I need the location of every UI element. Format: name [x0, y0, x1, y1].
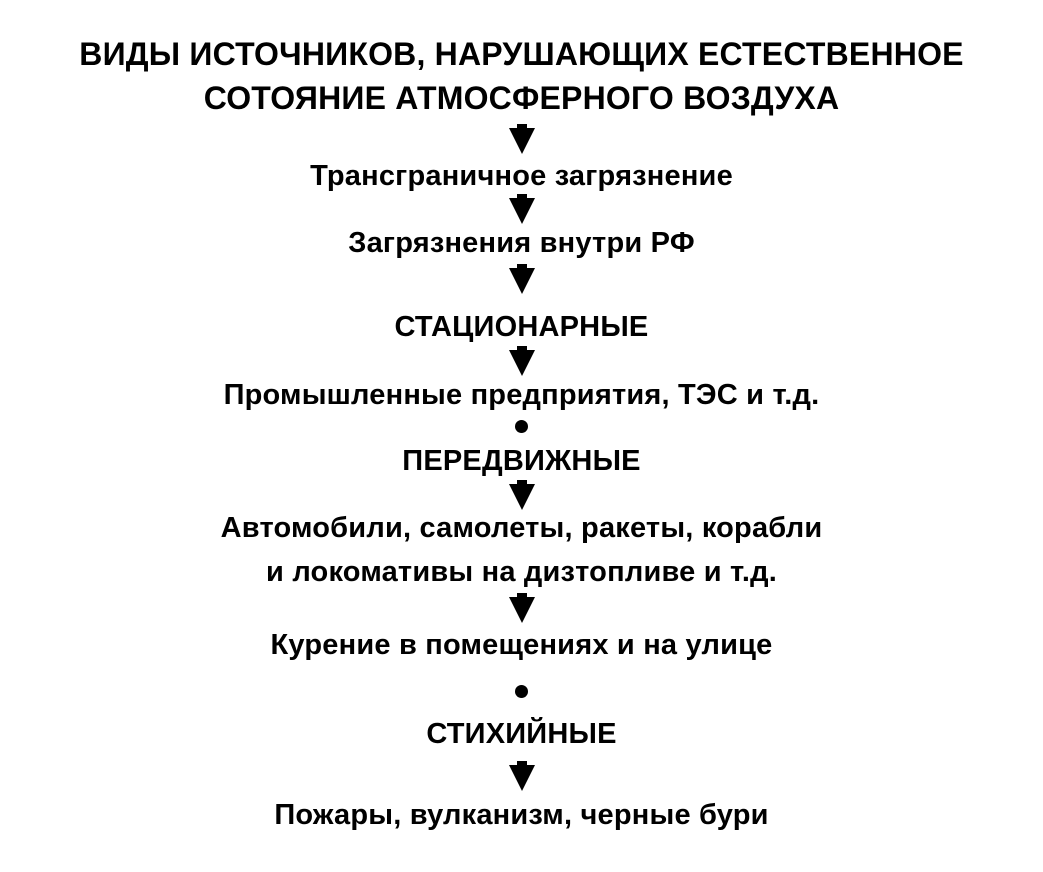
arrow-connector-7: [0, 765, 1043, 791]
arrow-connector-2: [0, 198, 1043, 224]
node-mobile: ПЕРЕДВИЖНЫЕ: [402, 445, 641, 477]
node-stationary: СТАЦИОНАРНЫЕ: [394, 311, 649, 343]
down-arrow-icon: [509, 484, 535, 510]
node-fires-volcanism: Пожары, вулканизм, черные бури: [274, 799, 769, 831]
arrow-connector-5: [0, 484, 1043, 510]
down-arrow-icon: [509, 198, 535, 224]
bullet-dot-icon: [515, 685, 528, 698]
diagram-title-line-2: СОТОЯНИЕ АТМОСФЕРНОГО ВОЗДУХА: [203, 80, 840, 116]
node-vehicles-line-2: и локомативы на дизтопливе и т.д.: [266, 556, 777, 588]
arrow-connector-6: [0, 597, 1043, 623]
arrow-connector-3: [0, 268, 1043, 294]
node-domestic-pollution: Загрязнения внутри РФ: [348, 227, 695, 259]
diagram-title-line-1: ВИДЫ ИСТОЧНИКОВ, НАРУШАЮЩИХ ЕСТЕСТВЕННОЕ: [79, 36, 964, 72]
dot-connector-1: [0, 420, 1043, 433]
arrow-connector-1: [0, 128, 1043, 154]
node-natural: СТИХИЙНЫЕ: [426, 718, 617, 750]
node-transboundary-pollution: Трансграничное загрязнение: [310, 160, 733, 192]
bullet-dot-icon: [515, 420, 528, 433]
down-arrow-icon: [509, 268, 535, 294]
down-arrow-icon: [509, 128, 535, 154]
down-arrow-icon: [509, 350, 535, 376]
down-arrow-icon: [509, 597, 535, 623]
dot-connector-2: [0, 685, 1043, 698]
down-arrow-icon: [509, 765, 535, 791]
node-smoking: Курение в помещениях и на улице: [270, 629, 773, 661]
node-vehicles-line-1: Автомобили, самолеты, ракеты, корабли: [220, 512, 823, 544]
arrow-connector-4: [0, 350, 1043, 376]
node-industrial-enterprises: Промышленные предприятия, ТЭС и т.д.: [223, 379, 820, 411]
